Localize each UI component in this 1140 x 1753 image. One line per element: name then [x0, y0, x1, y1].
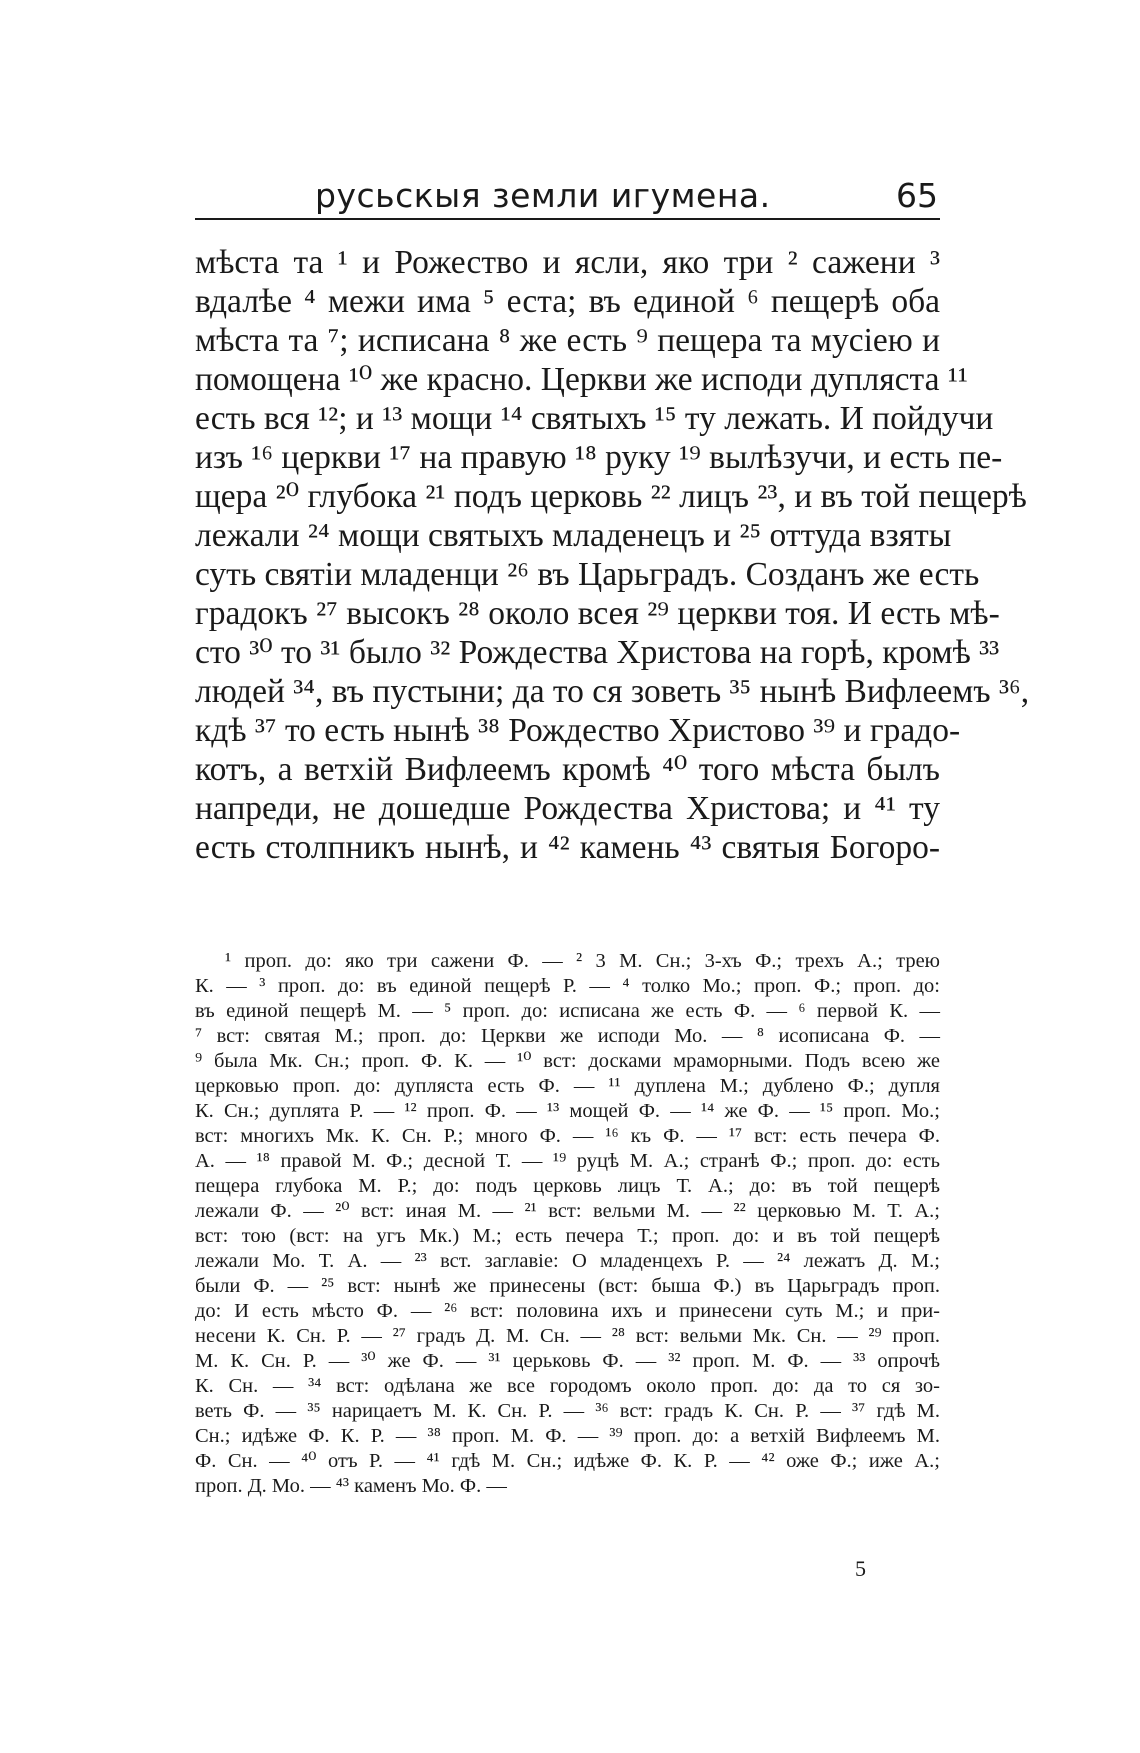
text-line: вдалѣе ⁴ межи има ⁵ еста; въ единой ⁶ пещерѣ оба: [195, 283, 940, 320]
footnote-line: К. Сн. — ³⁴ вст: одѣлана же все городомъ около проп. до: да то ся зо-: [195, 1375, 940, 1397]
text-line: сто ³⁰ то ³¹ было ³² Рождества Христова на горѣ, кромѣ ³³: [195, 634, 1000, 671]
text-line: есть столпникъ нынѣ, и ⁴² камень ⁴³ святыя Богоро-: [195, 829, 940, 866]
footnote-line: А. — ¹⁸ правой М. Ф.; десной Т. — ¹⁹ руцѣ М. А.; странѣ Ф.; проп. до: есть: [195, 1150, 940, 1172]
text-line: мѣста та ¹ и Рожество и ясли, яко три ² сажени ³: [195, 244, 940, 281]
page-number: 65: [896, 176, 938, 215]
text-line: градокъ ²⁷ высокъ ²⁸ около всея ²⁹ церкви тоя. И есть мѣ-: [195, 595, 1000, 632]
text-line: котъ, а ветхiй Вифлеемъ кромѣ ⁴⁰ того мѣста былъ: [195, 751, 940, 788]
text-line: мѣста та ⁷; исписана ⁸ же есть ⁹ пещера та мусiею и: [195, 322, 940, 359]
footnote-line: лежали Ф. — ²⁰ вст: иная М. — ²¹ вст: вельми М. — ²² церковью М. Т. А.;: [195, 1200, 940, 1222]
text-line: напреди, не дошедше Рождества Христова; и ⁴¹ ту: [195, 790, 940, 827]
text-line: щера ²⁰ глубока ²¹ подъ церковь ²² лицъ ²³, и въ той пещерѣ: [195, 478, 1027, 515]
footnote-line: Ф. Сн. — ⁴⁰ отъ Р. — ⁴¹ гдѣ М. Сн.; идѣже Ф. К. Р. — ⁴² оже Ф.; иже А.;: [195, 1450, 940, 1472]
footnote-line: вст: тою (вст: на угъ Мк.) М.; есть печера Т.; проп. до: и въ той пещерѣ: [195, 1225, 940, 1247]
text-line: помощена ¹⁰ же красно. Церкви же исподи дупляста ¹¹: [195, 361, 968, 398]
text-line: кдѣ ³⁷ то есть нынѣ ³⁸ Рождество Христово ³⁹ и градо-: [195, 712, 961, 749]
footnote-line: К. — ³ проп. до: въ единой пещерѣ Р. — ⁴ толко Мо.; проп. Ф.; проп. до:: [195, 975, 940, 997]
footnote-line: церковью проп. до: дупляста есть Ф. — ¹¹ дуплена М.; дублено Ф.; дупля: [195, 1075, 940, 1097]
text-line: изъ ¹⁶ церкви ¹⁷ на правую ¹⁸ руку ¹⁹ вылѣзучи, и есть пе-: [195, 439, 1003, 476]
footnote-line: до: И есть мѣсто Ф. — ²⁶ вст: половина ихъ и принесени суть М.; и при-: [195, 1300, 940, 1322]
main-text-block: [195, 243, 1030, 867]
footnote-line: въ единой пещерѣ М. — ⁵ проп. до: исписана же есть Ф. — ⁶ первой К. —: [195, 1000, 940, 1022]
footnote-line: были Ф. — ²⁵ вст: нынѣ же принесены (вст: быша Ф.) въ Царьградъ проп.: [195, 1275, 940, 1297]
footnote-line: лежали Мо. Т. А. — ²³ вст. заглавiе: О младенцехъ Р. — ²⁴ лежатъ Д. М.;: [195, 1250, 940, 1272]
footnotes-block: [195, 949, 940, 1499]
text-line: лежали ²⁴ мощи святыхъ младенецъ и ²⁵ оттуда взяты: [195, 517, 952, 554]
running-title: русьскыя земли игумена.: [315, 176, 771, 215]
footnote-line: Сн.; идѣже Ф. К. Р. — ³⁸ проп. М. Ф. — ³⁹ проп. до: а ветхiй Вифлеемъ М.: [195, 1425, 940, 1447]
page-header: [195, 170, 940, 220]
text-line: суть святiи младенци ²⁶ въ Царьградъ. Созданъ же есть: [195, 556, 980, 593]
footnote-line: пещера глубока М. Р.; до: подъ церковь лицъ Т. А.; до: въ той пещерѣ: [195, 1175, 940, 1197]
signature-mark: 5: [855, 1556, 866, 1581]
footnote-line: проп. Д. Мо. — ⁴³ каменъ Мо. Ф. —: [195, 1475, 507, 1497]
footnote-line: М. К. Сн. Р. — ³⁰ же Ф. — ³¹ церьковь Ф. — ³² проп. М. Ф. — ³³ опрочѣ: [195, 1350, 940, 1372]
footnote-line: несени К. Сн. Р. — ²⁷ градъ Д. М. Сн. — ²⁸ вст: вельми Мк. Сн. — ²⁹ проп.: [195, 1325, 940, 1347]
footnote-line: вст: многихъ Мк. К. Сн. Р.; много Ф. — ¹⁶ къ Ф. — ¹⁷ вст: есть печера Ф.: [195, 1125, 940, 1147]
footnote-line: ⁹ была Мк. Сн.; проп. Ф. К. — ¹⁰ вст: досками мраморными. Подъ всею же: [195, 1050, 940, 1072]
footnote-line: ¹ проп. до: яко три сажени Ф. — ² 3 М. Сн.; 3-хъ Ф.; трехъ А.; трею: [225, 950, 940, 972]
text-line: есть вся ¹²; и ¹³ мощи ¹⁴ святыхъ ¹⁵ ту лежать. И пойдучи: [195, 400, 994, 437]
footnote-line: веть Ф. — ³⁵ нарицаетъ М. К. Сн. Р. — ³⁶ вст: градъ К. Сн. Р. — ³⁷ гдѣ М.: [195, 1400, 940, 1422]
footnote-line: К. Сн.; дуплята Р. — ¹² проп. Ф. — ¹³ мощей Ф. — ¹⁴ же Ф. — ¹⁵ проп. Мо.;: [195, 1100, 940, 1122]
footnote-line: ⁷ вст: святая М.; проп. до: Церкви же исподи Мо. — ⁸ исописана Ф. —: [195, 1025, 940, 1047]
text-line: людей ³⁴, въ пустыни; да то ся зоветь ³⁵ нынѣ Вифлеемъ ³⁶,: [195, 673, 1030, 710]
